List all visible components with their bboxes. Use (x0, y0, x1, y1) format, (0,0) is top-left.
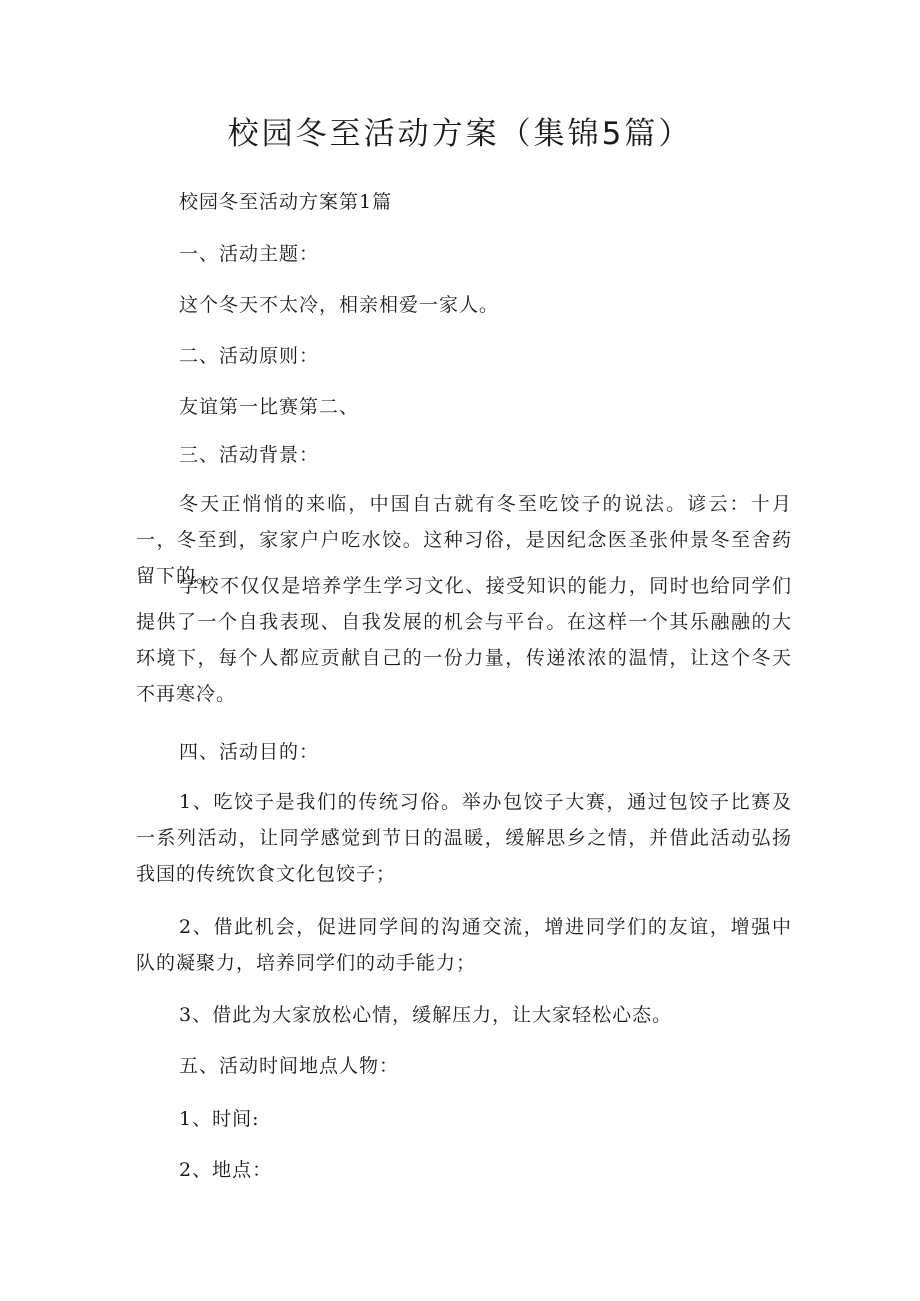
place-label: 2、地点： (179, 1159, 273, 1181)
background-paragraph-2: 学校不仅仅是培养学生学习文化、接受知识的能力，同时也给同学们提供了一个自我表现、自我发展的机会与平台。在这样一个其乐融融的大环境下，每个人都应贡献自己的一份力量，传递浓浓的温情，让这个冬天不再寒冷。 (136, 575, 792, 705)
time-place-heading: 五、活动时间地点人物： (179, 1055, 400, 1077)
theme-text: 这个冬天不太冷，相亲相爱一家人。 (179, 294, 500, 316)
principle-heading: 二、活动原则： (179, 345, 320, 367)
document-title: 校园冬至活动方案（集锦5篇） (227, 116, 693, 152)
purpose-item-2: 2、借此机会，促进同学间的沟通交流，增进同学们的友谊，增强中队的凝聚力，培养同学们的动手能力； (136, 916, 792, 974)
time-label: 1、时间: (179, 1108, 260, 1130)
purpose-item-3: 3、借此为大家放松心情，缓解压力，让大家轻松心态。 (179, 1004, 673, 1026)
background-heading: 三、活动背景： (179, 444, 320, 466)
section-heading: 校园冬至活动方案第1篇 (179, 191, 393, 213)
theme-heading: 一、活动主题： (179, 243, 320, 265)
purpose-heading: 四、活动目的： (179, 741, 320, 763)
principle-text: 友谊第一比赛第二、 (179, 396, 360, 418)
purpose-item-1: 1、吃饺子是我们的传统习俗。举办包饺子大赛，通过包饺子比赛及一系列活动，让同学感觉到节日的温暖，缓解思乡之情，并借此活动弘扬我国的传统饮食文化包饺子； (136, 791, 792, 885)
background-paragraph-1: 冬天正悄悄的来临，中国自古就有冬至吃饺子的说法。谚云：十月一，冬至到，家家户户吃水饺。这种习俗，是因纪念医圣张仲景冬至舍药留下的。 (136, 493, 792, 587)
